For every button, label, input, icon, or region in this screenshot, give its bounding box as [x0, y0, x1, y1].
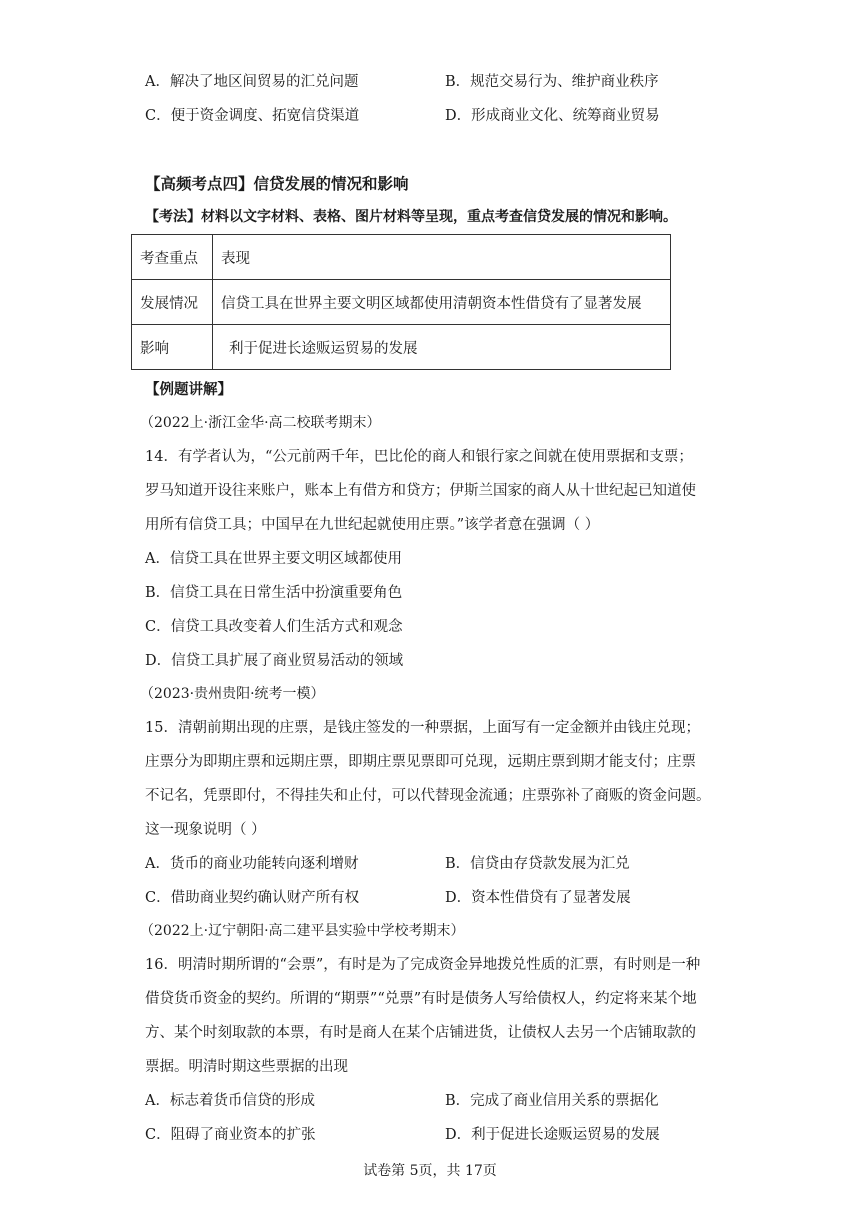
q16-option-c[interactable]: C．阻碍了商业资本的扩张	[145, 1127, 316, 1143]
section-title: 【高频考点四】信贷发展的情况和影响	[145, 174, 409, 193]
q14-stem-line: 14．有学者认为，“公元前两千年，巴比伦的商人和银行家之间就在使用票据和支票；	[145, 449, 693, 465]
q16-option-d[interactable]: D．利于促进长途贩运贸易的发展	[445, 1127, 660, 1143]
table-cell: 发展情况	[132, 280, 213, 325]
q14-option-b[interactable]: B．信贷工具在日常生活中扮演重要角色	[145, 585, 403, 601]
q14-option-c[interactable]: C．信贷工具改变着人们生活方式和观念	[145, 619, 403, 635]
q14-source: （2022上·浙江金华·高二校联考期末）	[140, 415, 381, 431]
example-heading: 【例题讲解】	[145, 381, 232, 398]
q16-stem-line: 借贷货币资金的契约。所谓的“期票”“兑票”有时是债务人写给债权人，约定将来某个地	[145, 991, 697, 1007]
q15-stem-line: 不记名，凭票即付，不得挂失和止付，可以代替现金流通；庄票弥补了商贩的资金问题。	[145, 788, 711, 804]
q16-source: （2022上·辽宁朝阳·高二建平县实验中学校考期末）	[140, 923, 465, 939]
table-cell: 信贷工具在世界主要文明区域都使用清朝资本性借贷有了显著发展	[213, 280, 671, 325]
q15-option-c[interactable]: C．借助商业契约确认财产所有权	[145, 890, 360, 906]
q15-option-b[interactable]: B．信贷由存贷款发展为汇兑	[445, 856, 630, 872]
page-footer: 试卷第 5页，共 17页	[363, 1163, 497, 1179]
q14-option-a[interactable]: A．信贷工具在世界主要文明区域都使用	[145, 551, 402, 567]
q16-option-b[interactable]: B．完成了商业信用关系的票据化	[445, 1093, 659, 1109]
table-row	[132, 280, 671, 325]
key-points-table	[131, 234, 671, 370]
table-row	[132, 235, 671, 280]
table-cell: 影响	[132, 325, 213, 370]
q16-stem-line: 16．明清时期所谓的“会票”，有时是为了完成资金异地拨兑性质的汇票，有时则是一种	[145, 957, 701, 973]
q15-stem-line: 庄票分为即期庄票和远期庄票，即期庄票见票即可兑现，远期庄票到期才能支付；庄票	[145, 754, 696, 770]
q15-option-a[interactable]: A．货币的商业功能转向逐利增财	[145, 856, 359, 872]
table-header-cell: 考查重点	[132, 235, 213, 280]
q15-option-d[interactable]: D．资本性借贷有了显著发展	[445, 890, 631, 906]
q14-stem-line: 用所有信贷工具；中国早在九世纪起就使用庄票。”该学者意在强调（ ）	[145, 517, 600, 533]
section-method: 【考法】材料以文字材料、表格、图片材料等呈现，重点考查信贷发展的情况和影响。	[145, 209, 677, 225]
q16-option-a[interactable]: A．标志着货币信贷的形成	[145, 1093, 315, 1109]
table-row	[132, 325, 671, 370]
table-header-cell: 表现	[213, 235, 671, 280]
prev-option-d[interactable]: D．形成商业文化、统筹商业贸易	[445, 108, 660, 124]
prev-option-a[interactable]: A．解决了地区间贸易的汇兑问题	[145, 74, 359, 90]
prev-option-b[interactable]: B．规范交易行为、维护商业秩序	[445, 74, 659, 90]
q15-source: （2023·贵州贵阳·统考一模）	[140, 686, 325, 702]
table-cell: 利于促进长途贩运贸易的发展	[213, 325, 671, 370]
q15-stem-line: 15．清朝前期出现的庄票，是钱庄签发的一种票据，上面写有一定金额并由钱庄兑现；	[145, 720, 700, 736]
q14-option-d[interactable]: D．信贷工具扩展了商业贸易活动的领域	[145, 653, 404, 669]
q16-stem-line: 票据。明清时期这些票据的出现	[145, 1059, 348, 1075]
q14-stem-line: 罗马知道开设往来账户，账本上有借方和贷方；伊斯兰国家的商人从十世纪起已知道使	[145, 483, 696, 499]
q15-stem-line: 这一现象说明（ ）	[145, 822, 266, 838]
q16-stem-line: 方、某个时刻取款的本票，有时是商人在某个店铺进货，让债权人去另一个店铺取款的	[145, 1025, 696, 1041]
prev-option-c[interactable]: C．便于资金调度、拓宽信贷渠道	[145, 108, 360, 124]
